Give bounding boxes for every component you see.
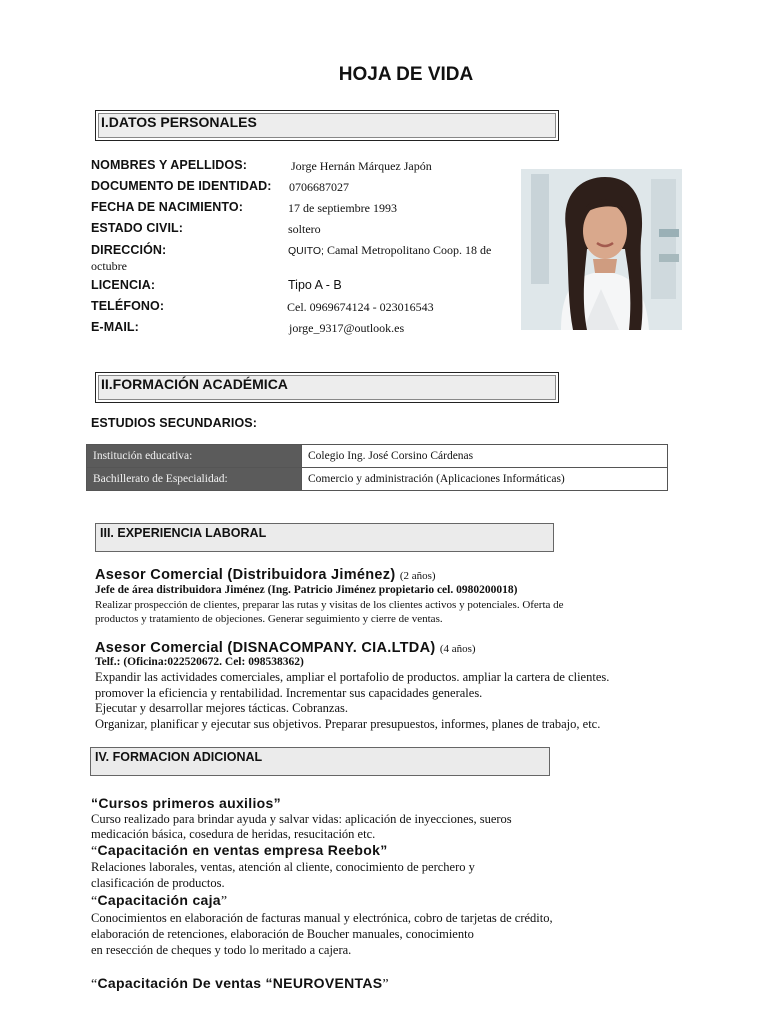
secondary-studies-heading: ESTUDIOS SECUNDARIOS:: [91, 416, 258, 430]
course-4-open-quote: “: [91, 977, 98, 992]
email-value: jorge_9317@outlook.es: [289, 321, 405, 335]
education-label-specialty: Bachillerato de Especialidad:: [87, 468, 302, 491]
course-2-name: Capacitación en ventas empresa Reebok: [97, 842, 381, 858]
job-duration-2: (4 años): [439, 643, 476, 655]
course-2-open-quote: “: [91, 844, 98, 859]
course-1-open-quote: “: [91, 795, 99, 811]
address-label: DIRECCIÓN:: [91, 243, 167, 257]
job-detail-2: Telf.: (Oficina:022520672. Cel: 098538362): [95, 656, 304, 668]
course-2-line-2: clasificación de productos.: [91, 876, 225, 890]
job-desc-2-line-1: Expandir las actividades comerciales, ampliar el portafolio de productos. ampliar la cartera de clientes.: [95, 670, 610, 684]
education-value-specialty: Comercio y administración (Aplicaciones Informáticas): [302, 468, 668, 491]
job-title-1: [95, 567, 436, 583]
course-3-name: Capacitación caja: [97, 892, 221, 908]
phone-label: TELÉFONO:: [91, 299, 165, 313]
course-title-1: [91, 795, 281, 811]
name-value: Jorge Hernán Márquez Japón: [291, 159, 432, 173]
address-street: Camal Metropolitano Coop. 18 de: [326, 243, 492, 257]
course-3-open-quote: “: [91, 894, 98, 909]
job-detail-1: Jefe de área distribuidora Jiménez (Ing. Patricio Jiménez propietario cel. 0980200018): [95, 584, 518, 596]
phone-value: Cel. 0969674124 - 023016543: [287, 300, 434, 314]
education-value-institution: Colegio Ing. José Corsino Cárdenas: [302, 445, 668, 468]
course-3-line-2: elaboración de retenciones, elaboración de Boucher manuales, conocimiento: [91, 927, 474, 941]
address-continuation: octubre: [91, 259, 127, 273]
job-title-2-text: Asesor Comercial (DISNACOMPANY. CIA.LTDA): [95, 640, 436, 656]
job-desc-1-line-2: productos y tratamiento de objeciones. Generar seguimiento y cierre de ventas.: [95, 613, 443, 625]
education-label-institution: Institución educativa:: [87, 445, 302, 468]
address-city: QUITO;: [288, 245, 324, 257]
job-desc-2-line-4: Organizar, planificar y ejecutar sus objetivos. Preparar presupuestos, informes, planes de trabajo, etc.: [95, 717, 601, 731]
birth-value: 17 de septiembre 1993: [288, 201, 397, 215]
course-2-line-1: Relaciones laborales, ventas, atención al cliente, conocimiento de perchero y: [91, 860, 475, 874]
profile-photo: [521, 169, 682, 330]
job-desc-1-line-1: Realizar prospección de clientes, preparar las rutas y visitas de los clientes activos y potenciales. Oferta de: [95, 599, 564, 611]
course-title-2: [91, 842, 388, 860]
job-title-2: [95, 640, 476, 656]
course-2-close-quote: ”: [380, 842, 388, 858]
course-1-line-1: Curso realizado para brindar ayuda y salvar vidas: aplicación de inyecciones, sueros: [91, 812, 512, 826]
course-title-4: [91, 975, 389, 993]
table-row: [87, 468, 668, 491]
education-table: [86, 444, 668, 491]
section-header-additional: IV. FORMACION ADICIONAL: [90, 747, 550, 776]
course-4-name: Capacitación De ventas “NEUROVENTAS: [97, 975, 383, 991]
section-header-personal: I.DATOS PERSONALES: [95, 110, 559, 141]
job-desc-2-line-3: Ejecutar y desarrollar mejores tácticas. Cobranzas.: [95, 701, 349, 715]
address-value: [288, 243, 491, 258]
section-header-experience: III. EXPERIENCIA LABORAL: [95, 523, 554, 552]
job-desc-2-line-2: promover la eficiencia y rentabilidad. Incrementar sus capacidades generales.: [95, 686, 483, 700]
course-3-line-1: Conocimientos en elaboración de facturas manual y electrónica, cobro de tarjetas de crédito,: [91, 911, 553, 925]
id-value: 0706687027: [289, 180, 349, 194]
course-4-close-quote: ”: [382, 977, 389, 992]
license-label: LICENCIA:: [91, 278, 156, 292]
civil-status-label: ESTADO CIVIL:: [91, 221, 184, 235]
email-label: E-MAIL:: [91, 320, 139, 334]
page-title: HOJA DE VIDA: [338, 64, 474, 85]
license-value: Tipo A - B: [288, 278, 342, 292]
name-label: NOMBRES Y APELLIDOS:: [91, 158, 247, 172]
course-3-line-3: en resección de cheques y todo lo meritado a cajera.: [91, 943, 352, 957]
section-header-education: II.FORMACIÓN ACADÉMICA: [95, 372, 559, 403]
job-title-1-text: Asesor Comercial (Distribuidora Jiménez): [95, 567, 396, 583]
job-duration-1: (2 años): [399, 570, 436, 582]
course-3-close-quote: ”: [220, 894, 228, 909]
course-1-name: Cursos primeros auxilios: [98, 795, 274, 811]
course-1-line-2: medicación básica, cosedura de heridas, resucitación etc.: [91, 827, 376, 841]
id-label: DOCUMENTO DE IDENTIDAD:: [91, 179, 272, 193]
course-title-3: [91, 892, 227, 910]
civil-status-value: soltero: [288, 222, 321, 236]
table-row: [87, 445, 668, 468]
birth-label: FECHA DE NACIMIENTO:: [91, 200, 243, 214]
portrait-image: [521, 169, 682, 330]
course-1-close-quote: ”: [273, 795, 281, 811]
